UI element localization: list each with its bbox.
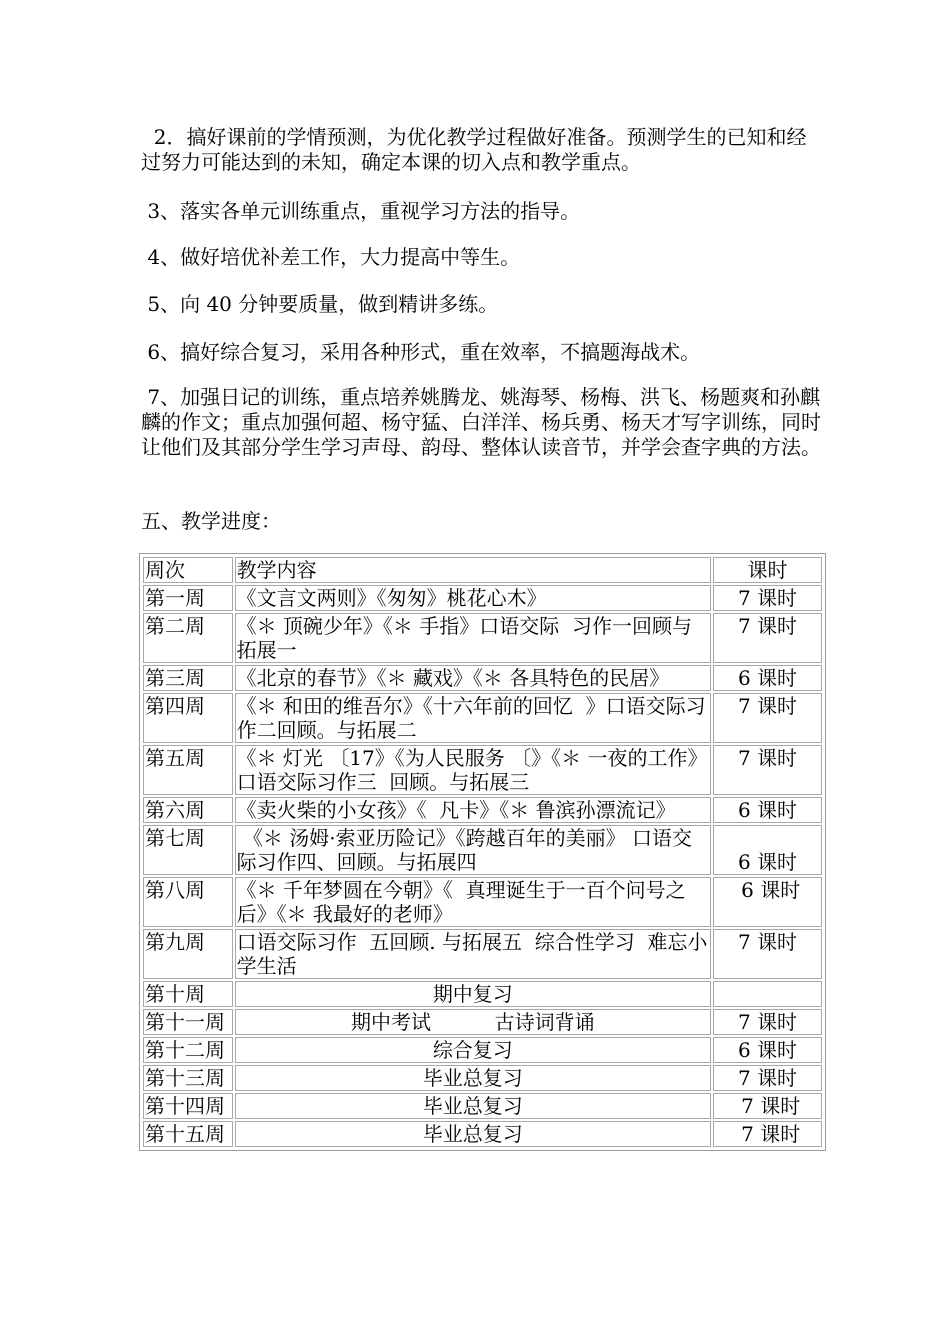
content-cell: 毕业总复习 bbox=[235, 1121, 711, 1147]
table-row bbox=[143, 693, 822, 743]
table-row bbox=[143, 877, 822, 927]
content-cell: 《北京的春节》《＊ 藏戏》《＊ 各具特色的民居》 bbox=[235, 665, 711, 691]
content-cell: 《＊ 汤姆·索亚历险记》《跨越百年的美丽》 口语交际习作四、回顾。与拓展四 bbox=[235, 825, 711, 875]
hours-cell: 7 课时 bbox=[713, 693, 822, 743]
hours-cell: 7 课时 bbox=[713, 929, 822, 979]
content-cell: 期中复习 bbox=[235, 981, 711, 1007]
table-row bbox=[143, 981, 822, 1007]
paragraph-3: 3、落实各单元训练重点，重视学习方法的指导。 bbox=[141, 199, 581, 223]
week-cell: 第九周 bbox=[143, 929, 233, 979]
week-cell: 第三周 bbox=[143, 665, 233, 691]
hours-cell: 7 课时 bbox=[713, 1121, 822, 1147]
week-cell: 第十四周 bbox=[143, 1093, 233, 1119]
content-cell: 期中考试 古诗词背诵 bbox=[235, 1009, 711, 1035]
table-row bbox=[143, 613, 822, 663]
content-cell: 《卖火柴的小女孩》《 凡卡》《＊ 鲁滨孙漂流记》 bbox=[235, 797, 711, 823]
week-cell: 第八周 bbox=[143, 877, 233, 927]
hours-cell: 7 课时 bbox=[713, 1093, 822, 1119]
hours-cell: 6 课时 bbox=[713, 665, 822, 691]
week-cell: 第一周 bbox=[143, 585, 233, 611]
header-week: 周次 bbox=[143, 557, 233, 583]
content-cell: 《＊ 千年梦圆在今朝》《 真理诞生于一百个问号之后》《＊ 我最好的老师》 bbox=[235, 877, 711, 927]
week-cell: 第十二周 bbox=[143, 1037, 233, 1063]
week-cell: 第十五周 bbox=[143, 1121, 233, 1147]
hours-cell: 6 课时 bbox=[713, 825, 822, 875]
paragraph-2: 2．搞好课前的学情预测，为优化教学过程做好准备。预测学生的已知和经过努力可能达到的未知，确定本课的切入点和教学重点。 bbox=[141, 125, 807, 174]
content-cell: 综合复习 bbox=[235, 1037, 711, 1063]
paragraph-6: 6、搞好综合复习，采用各种形式，重在效率，不搞题海战术。 bbox=[141, 340, 701, 364]
week-cell: 第十周 bbox=[143, 981, 233, 1007]
hours-cell: 6 课时 bbox=[713, 1037, 822, 1063]
content-cell: 《＊ 顶碗少年》《＊ 手指》口语交际 习作一回顾与拓展一 bbox=[235, 613, 711, 663]
table-row bbox=[143, 585, 822, 611]
hours-cell: 7 课时 bbox=[713, 1009, 822, 1035]
week-cell: 第七周 bbox=[143, 825, 233, 875]
table-row bbox=[143, 1065, 822, 1091]
schedule-table bbox=[141, 555, 824, 1149]
week-cell: 第十三周 bbox=[143, 1065, 233, 1091]
hours-cell: 7 课时 bbox=[713, 1065, 822, 1091]
hours-cell bbox=[713, 981, 822, 1007]
content-cell: 毕业总复习 bbox=[235, 1065, 711, 1091]
week-cell: 第四周 bbox=[143, 693, 233, 743]
table-row bbox=[143, 797, 822, 823]
table-header-row bbox=[143, 557, 822, 583]
content-cell: 《＊ 和田的维吾尔》《十六年前的回忆 》口语交际习作二回顾。与拓展二 bbox=[235, 693, 711, 743]
hours-cell: 7 课时 bbox=[713, 613, 822, 663]
hours-cell: 7 课时 bbox=[713, 585, 822, 611]
section-heading-schedule: 五、教学进度： bbox=[141, 509, 281, 533]
header-content: 教学内容 bbox=[235, 557, 711, 583]
content-cell: 毕业总复习 bbox=[235, 1093, 711, 1119]
week-cell: 第六周 bbox=[143, 797, 233, 823]
table-row bbox=[143, 1037, 822, 1063]
week-cell: 第十一周 bbox=[143, 1009, 233, 1035]
table-row bbox=[143, 1121, 822, 1147]
content-cell: 口语交际习作 五回顾. 与拓展五 综合性学习 难忘小学生活 bbox=[235, 929, 711, 979]
schedule-table-frame bbox=[139, 553, 826, 1151]
paragraph-4: 4、做好培优补差工作，大力提高中等生。 bbox=[141, 245, 521, 269]
content-cell: 《文言文两则》《匆匆》桃花心木》 bbox=[235, 585, 711, 611]
table-row bbox=[143, 825, 822, 875]
week-cell: 第二周 bbox=[143, 613, 233, 663]
table-row bbox=[143, 665, 822, 691]
table-row bbox=[143, 1093, 822, 1119]
paragraph-7: 7、加强日记的训练，重点培养姚腾龙、姚海琴、杨梅、洪飞、杨题爽和孙麒麟的作文；重点加强何超、杨守猛、白洋洋、杨兵勇、杨天才写字训练，同时让他们及其部分学生学习声母、韵母、整体认读音节，并学会查字典的方法。 bbox=[141, 385, 821, 459]
hours-cell: 7 课时 bbox=[713, 745, 822, 795]
hours-cell: 6 课时 bbox=[713, 797, 822, 823]
hours-cell: 6 课时 bbox=[713, 877, 822, 927]
table-row bbox=[143, 929, 822, 979]
table-row bbox=[143, 745, 822, 795]
header-hours: 课时 bbox=[713, 557, 822, 583]
table-row bbox=[143, 1009, 822, 1035]
week-cell: 第五周 bbox=[143, 745, 233, 795]
paragraph-5: 5、向 40 分钟要质量，做到精讲多练。 bbox=[141, 292, 499, 316]
content-cell: 《＊ 灯光 〔17》《为人民服务 〔》《＊ 一夜的工作》口语交际习作三 回顾。与拓展三 bbox=[235, 745, 711, 795]
